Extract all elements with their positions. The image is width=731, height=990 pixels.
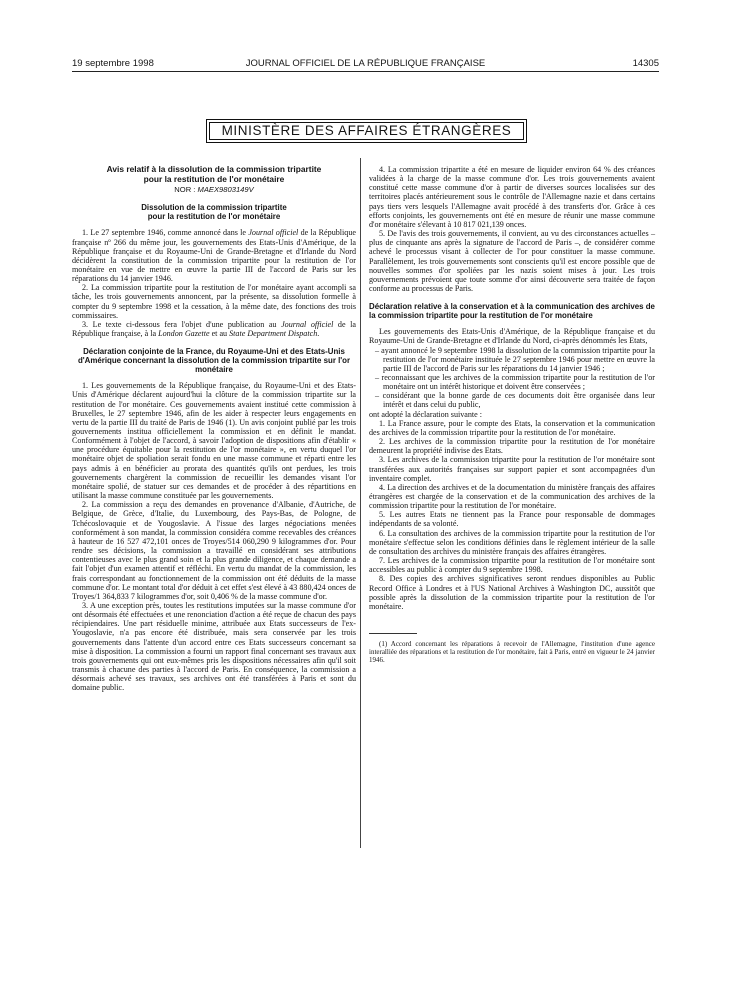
- archives-article: 1. La France assure, pour le compte des Etats, la conservation et la communication des archives de la commission tripartite pour la restitution de l'or monétaire.: [369, 418, 655, 437]
- archives-article: 5. Les autres Etats ne tiennent pas la France pour responsable de dommages indépendants de sa volonté.: [369, 510, 655, 529]
- header-journal-title: JOURNAL OFFICIEL DE LA RÉPUBLIQUE FRANÇAISE: [245, 58, 486, 69]
- avis-p3-italic-2: London Gazette: [158, 329, 210, 339]
- footnote-rule: [369, 633, 417, 634]
- avis-p3-text-b: de la République française, à la: [72, 319, 356, 339]
- avis-paragraph-1: [72, 228, 356, 283]
- archives-article: 2. Les archives de la commission tripartite pour la restitution de l'or monétaire demeurent la propriété indivise des Etats.: [369, 437, 655, 456]
- dissolution-title-line2: pour la restitution de l'or monétaire: [147, 212, 281, 222]
- joint-declaration-paragraph-5: 5. De l'avis des trois gouvernements, il convient, au vu des circonstances actuelles – plus de cinquante ans après la signature de l'accord de Paris –, de considérer comme achevé le processus visant à collecter de l'or pour constituer la masse commune. Parallèlement, les trois gouvernements sont conscients qu'il est encore possible que de nouvelles sommes d'or spoliées par les nazis soient mises à jour. Les trois gouvernements prévoient que toute somme d'or ainsi découverte sera traitée de façon conforme au processus de Paris.: [369, 229, 655, 294]
- archives-article: 6. La consultation des archives de la commission tripartite pour la restitution de l'or monétaire s'effectue selon les conditions définies dans le règlement intérieur de la salle de consultation des archives du ministère français des affaires étrangères.: [369, 528, 655, 556]
- archives-article: 3. Les archives de la commission tripartite pour la restitution de l'or monétaire sont transférées aux autorités françaises sur support papier et sont accompagnées d'un inventaire complet.: [369, 455, 655, 483]
- ministry-heading: MINISTÈRE DES AFFAIRES ÉTRANGÈRES: [206, 119, 527, 143]
- joint-declaration-paragraph-3: 3. A une exception près, toutes les restitutions imputées sur la masse commune d'or ont désormais été effectuées et une renonciation d'action a été reçue de chacun des pays récipiendaires. Une part résiduelle minime, attribuée aux Etats successeurs de l'ex-Yougoslavie, n'a pas encore été distribuée, mais sera conservée par les trois gouvernements dans l'attente d'un accord entre ces Etats successeurs concernant sa mise à disposition. La commission a fourni un rapport final concernant ses travaux aux trois gouvernements qui ont eux-mêmes pris les dispositions nécessaires afin qu'il soit transmis à chacune des parties à l'accord de Paris. En conséquence, la commission a désormais achevé ses travaux, ses archives ont été transférées à Paris et sont du domaine public.: [72, 600, 356, 693]
- avis-p1-text-b: de la République française nº 266 du même jour, les gouvernements des Etats-Unis d'Amérique, de la République française et du Royaume-Uni de Grande-Bretagne et d'Irlande du Nord décidèrent la constitution de la commission tripartite pour la restitution de l'or monétaire en vue de mettre en œuvre la partie III de l'accord de Paris sur les réparations du 14 janvier 1946.: [72, 228, 356, 284]
- avis-p1-italic: Journal officiel: [248, 228, 299, 238]
- nor-code: MAEX9803149V: [197, 185, 254, 195]
- footnote: (1) Accord concernant les réparations à recevoir de l'Allemagne, l'institution d'une agence interalliée des réparations et la restitution de l'or monétaire, fait à Paris, entré en vigueur le 24 janvier 1946.: [369, 640, 655, 665]
- nor-label: NOR :: [174, 185, 196, 195]
- header-rule: [72, 71, 659, 72]
- joint-declaration-paragraph-2: 2. La commission a reçu des demandes en provenance d'Albanie, d'Autriche, de Belgique, de Grèce, d'Italie, du Luxembourg, des Pays-Bas, de Pologne, de Tchécoslovaquie et de Yougoslavie. A l'issue des larges négociations menées conformément à son mandat, la commission considéra comme recevables des créances à hauteur de 16 527 472,101 onces de Troyes/514 060,290 9 kilogrammes d'or. Pour rendre ses décisions, la commission a travaillé en considérant ses attributions contentieuses avec le plus grand soin et la plus grande diligence, et chaque demande a fait l'objet d'un examen attentif et réfléchi. En vertu du mandat de la commission, les frais correspondant au fonctionnement de la commission ont été déduits de la masse commune d'or. Le montant total d'or déduit à cet effet s'est élevé à 43 880,424 onces de Troyes/1 364,833 7 kilogrammes d'or, soit 0,406 % de la masse commune d'or.: [72, 500, 356, 601]
- avis-p1-text-a: 1. Le 27 septembre 1946, comme annoncé dans le: [82, 228, 249, 238]
- header-date: 19 septembre 1998: [72, 58, 154, 69]
- archives-article: 7. Les archives de la commission tripartite pour la restitution de l'or monétaire sont accessibles au public à compter du 9 septembre 1998.: [369, 556, 655, 575]
- right-column: [369, 165, 655, 665]
- considerant-item: – considérant que la bonne garde de ces documents doit être organisée dans leur intérêt et dans celui du public,: [375, 391, 655, 410]
- avis-p3-text-d: .: [317, 329, 320, 339]
- nor-reference: [72, 185, 356, 194]
- avis-p3-text-c: et au: [209, 329, 230, 339]
- joint-declaration-paragraph-1: 1. Les gouvernements de la République française, du Royaume-Uni et des Etats-Unis d'Amérique déclarent aujourd'hui la clôture de la commission tripartite sur la restitution de l'or monétaire. Ces gouvernements avaient institué cette commission à Bruxelles, le 27 septembre 1946, afin de les aider à respecter leurs engagements en vertu de la partie III du traité de Paris de 1946 (1). Un avis conjoint publié par les trois gouvernements institua officiellement la commission et en définit le mandat. Conformément à l'objet de l'accord, à savoir l'adoption de dispositions afin d'établir « une procédure équitable pour la restitution de l'or monétaire », en vertu duquel l'or monétaire objet de spoliation serait fondu en une masse commune et réparti entre les pays admis à en bénéficier au prorata des quantités qu'ils ont perdues, les trois gouvernements chargèrent la commission de recueillir les demandes visant l'or monétaire spolié, de statuer sur ces demandes et de procéder à des répartitions en utilisant la masse commune constituée par les gouvernements.: [72, 381, 356, 501]
- avis-paragraph-2: 2. La commission tripartite pour la restitution de l'or monétaire ayant accompli sa tâche, les trois gouvernements annoncent, par la présente, sa dissolution formelle à compter du 9 septembre 1998 et la cessation, à la même date, des fonctions des trois commissaires.: [72, 283, 356, 320]
- avis-p3-italic-3: State Department Dispatch: [229, 329, 318, 339]
- dissolution-title-line1: Dissolution de la commission tripartite: [141, 203, 287, 213]
- avis-paragraph-3: [72, 320, 356, 338]
- dissolution-title: [72, 203, 356, 221]
- joint-declaration-title: Déclaration conjointe de la France, du Royaume-Uni et des Etats-Unis d'Amérique concernant la dissolution de la commission tripartite sur l'or monétaire: [77, 347, 351, 375]
- archives-article: 4. La direction des archives et de la documentation du ministère français des affaires étrangères est chargée de la conservation et de la communication des archives de la commission tripartite pour la restitution de l'or monétaire.: [369, 482, 655, 511]
- archives-declaration-title: Déclaration relative à la conservation et à la communication des archives de la commission tripartite pour la restitution de l'or monétaire: [369, 302, 655, 321]
- header-page-number: 14305: [632, 58, 659, 69]
- considerant-item: – ayant annoncé le 9 septembre 1998 la dissolution de la commission tripartite pour la restitution de l'or monétaire instituée le 27 septembre 1946 pour mettre en œuvre la partie III de l'accord de Paris sur les réparations du 14 janvier 1946 ;: [375, 345, 655, 373]
- avis-p3-italic-1: Journal officiel: [281, 319, 334, 329]
- avis-title-line2: pour la restitution de l'or monétaire: [143, 173, 285, 184]
- column-divider: [360, 158, 361, 848]
- considerant-item: – reconnaissant que les archives de la commission tripartite pour la restitution de l'or monétaire ont un intérêt historique et doivent être conservées ;: [375, 372, 655, 392]
- avis-title-line1: Avis relatif à la dissolution de la commission tripartite: [106, 164, 322, 174]
- archives-intro: Les gouvernements des Etats-Unis d'Amérique, de la République française et du Royaume-Uni de Grande-Bretagne et d'Irlande du Nord, ci-après dénommés les Etats,: [369, 327, 655, 346]
- adoption-statement: ont adopté la déclaration suivante :: [369, 409, 483, 419]
- left-column: [72, 165, 356, 693]
- avis-p3-text-a: 3. Le texte ci-dessous fera l'objet d'une publication au: [82, 319, 282, 329]
- joint-declaration-paragraph-4: 4. La commission tripartite a été en mesure de liquider environ 64 % des créances validées à la charge de la masse commune d'or. Les trois gouvernements avaient constitué cette masse commune d'or à partir de diverses sources localisées sur des territoires placés antérieurement sous le contrôle de l'Allemagne nazie et dans certains pays tiers vers lesquels l'Allemagne avait procédé à des transferts d'or. Grâce à ces efforts conjoints, les gouvernements ont été en mesure de réunir une masse commune d'or monétaire s'élevant à 10 817 021,139 onces.: [369, 165, 655, 229]
- archives-article: 8. Des copies des archives significatives seront rendues disponibles au Public Record Office à Londres et à l'US National Archives à Washington DC, aussitôt que possible après la dissolution de la commission tripartite pour la restitution de l'or monétaire.: [369, 574, 655, 611]
